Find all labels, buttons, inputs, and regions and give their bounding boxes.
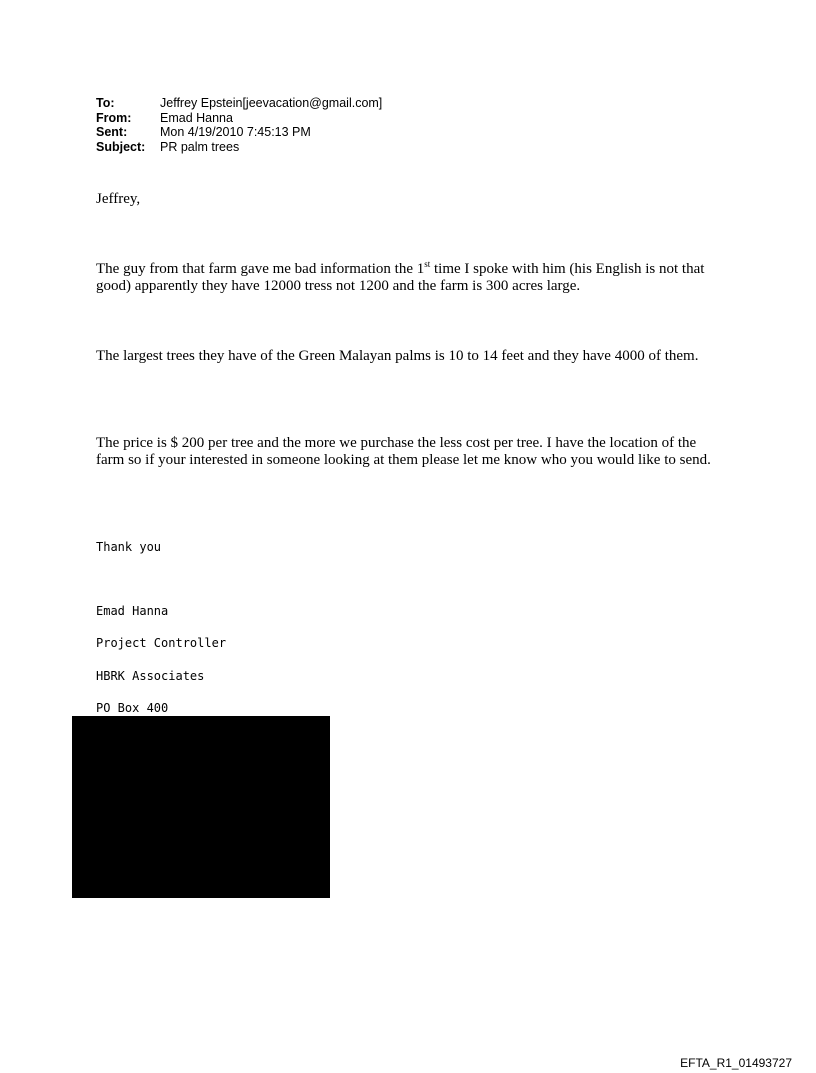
subject-label: Subject: bbox=[96, 139, 146, 154]
paragraph-2: The largest trees they have of the Green Malayan palms is 10 to 14 feet and they have 4000 of them. bbox=[96, 348, 699, 364]
document-id: EFTA_R1_01493727 bbox=[680, 1056, 792, 1070]
redaction-block bbox=[72, 716, 330, 898]
paragraph-1-text-a: The guy from that farm gave me bad information the 1 bbox=[96, 261, 425, 277]
from-value: Emad Hanna bbox=[160, 110, 233, 125]
subject-value: PR palm trees bbox=[160, 139, 240, 154]
from-row bbox=[96, 111, 382, 126]
signature-company: HBRK Associates bbox=[96, 669, 205, 683]
sent-row bbox=[96, 125, 382, 140]
from-label: From: bbox=[96, 110, 132, 125]
email-header bbox=[96, 96, 382, 154]
sent-label: Sent: bbox=[96, 125, 128, 139]
subject-row bbox=[96, 140, 382, 155]
to-value: Jeffrey Epstein[jeevacation@gmail.com] bbox=[160, 96, 383, 110]
paragraph-1 bbox=[96, 261, 726, 295]
signature-name: Emad Hanna bbox=[96, 604, 169, 618]
signature-title: Project Controller bbox=[96, 636, 227, 650]
greeting: Jeffrey, bbox=[96, 191, 141, 207]
sent-value: Mon 4/19/2010 7:45:13 PM bbox=[160, 125, 311, 139]
to-label: To: bbox=[96, 96, 115, 110]
closing: Thank you bbox=[96, 540, 162, 554]
paragraph-3: The price is $ 200 per tree and the more we purchase the less cost per tree. I have the location of the farm so if your interested in someone looking at them please let me know who you would like to send. bbox=[96, 435, 711, 468]
paragraph-1-text-b: time I spoke with him (his English is not that good) apparently they have 12000 tress not 1200 and the farm is 300 acres large. bbox=[96, 261, 705, 294]
signature-address: PO Box 400 bbox=[96, 701, 169, 715]
ordinal-suffix: st bbox=[424, 259, 431, 269]
to-row bbox=[96, 96, 382, 111]
